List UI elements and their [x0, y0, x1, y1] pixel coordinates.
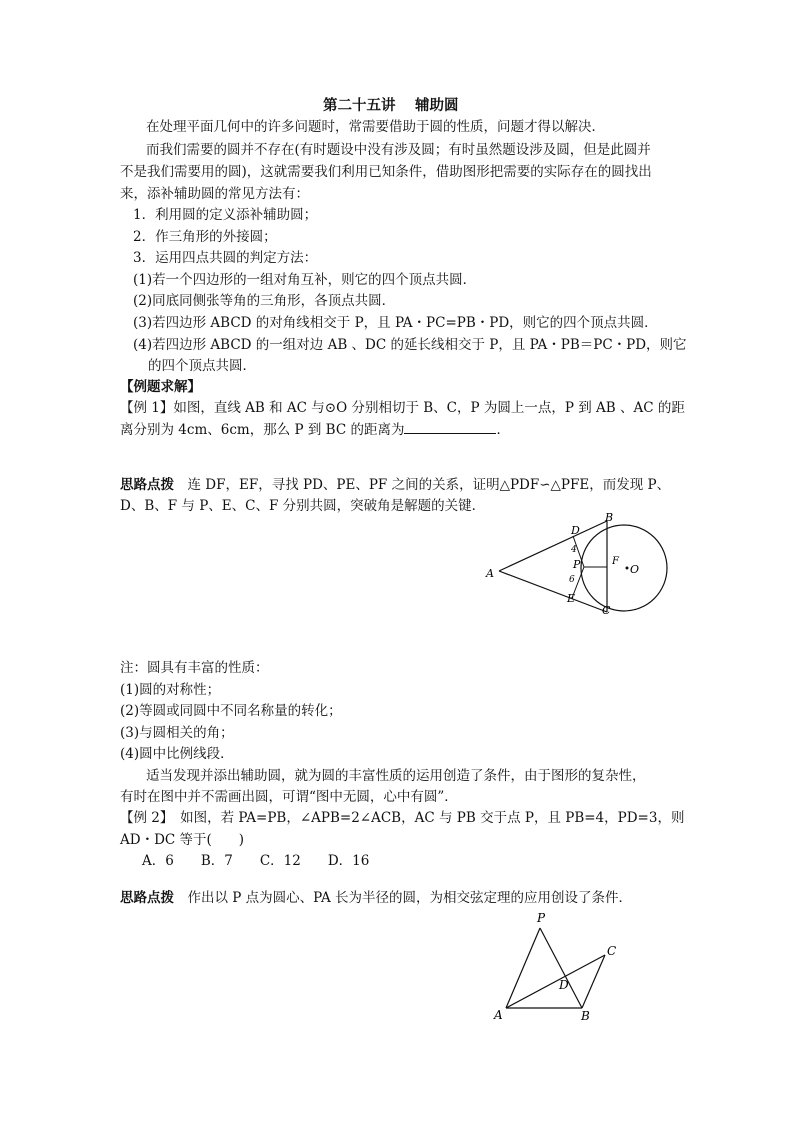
label-o: O [630, 563, 640, 576]
label-a2: A [494, 1008, 503, 1022]
example1-figure [480, 510, 680, 620]
tangent-ac [499, 571, 607, 612]
example1-line-1: 【例 1】如图，直线 AB 和 AC 与⊙O 分别相切于 B、C，P 为圆上一点，P 到 AB 、AC 的距 [120, 400, 685, 416]
label-p2: P [537, 911, 546, 925]
method-item-2: 2．作三角形的外接圆； [133, 229, 277, 245]
label-f: F [612, 556, 619, 567]
hint-label: 思路点拨 [120, 477, 174, 493]
intro-line-1: 在处理平面几何中的许多问题时，常需要借助于圆的性质，问题才得以解决． [146, 119, 605, 135]
note-item-3: (3)与圆相关的角； [120, 725, 234, 741]
example1-line-2: 离分别为 4cm、6cm，那么 P 到 BC 的距离为 ． [120, 422, 510, 438]
segment-pa [506, 928, 540, 1008]
criterion-2: (2)同底同侧张等角的三角形，各顶点共圆． [133, 293, 396, 309]
center-dot [626, 567, 629, 570]
example2-figure [490, 905, 630, 1025]
intro-line-4: 来，添补辅助圆的常见方法有： [120, 186, 309, 202]
section-header: 【例题求解】 [120, 379, 201, 395]
example2-hint: 思路点拨 作出以 P 点为圆心、PA 长为半径的圆，为相交弦定理的应用创设了条件． [120, 890, 633, 906]
method-item-1: 1．利用圆的定义添补辅助圆； [133, 207, 318, 223]
label-6: 6 [569, 575, 575, 585]
circle-o [581, 525, 667, 611]
label-e: E [567, 592, 576, 605]
example2-line-2: AD・DC 等于( ) [120, 832, 245, 848]
label-b2: B [581, 1009, 590, 1023]
segment-ac [506, 955, 605, 1008]
note-heading: 注：圆具有丰富的性质： [120, 660, 269, 676]
example1-hint-1: 思路点拨 连 DF，EF，寻找 PD、PE、PF 之间的关系，证明△PDF∽△PFE，而发现 P、 [120, 477, 671, 493]
answer-blank [404, 421, 496, 434]
label-a: A [486, 567, 494, 580]
hint-label-2: 思路点拨 [120, 890, 174, 906]
label-4: 4 [571, 545, 577, 555]
page-title: 第二十五讲 辅助圆 [323, 97, 459, 114]
label-c: C [602, 604, 611, 617]
note-para-1: 适当发现并添出辅助圆，就为圆的丰富性质的运用创造了条件，由于图形的复杂性， [146, 768, 646, 784]
segment-bc [582, 955, 605, 1008]
method-item-3: 3．运用四点共圆的判定方法： [133, 250, 318, 266]
example2-line-1: 【例 2】 如图，若 PA=PB，∠APB=2∠ACB，AC 与 PB 交于点 P，且 PB=4，PD=3，则 [120, 810, 685, 826]
example2-options: A．6 B．7 C．12 D．16 [142, 853, 370, 869]
criterion-4: (4)若四边形 ABCD 的一组对边 AB 、DC 的延长线相交于 P，且 PA・PB＝PC・PD，则它 [133, 337, 687, 353]
note-para-2: 有时在图中并不需画出圆，可谓“图中无圆，心中有圆”． [120, 789, 458, 805]
intro-line-2: 而我们需要的圆并不存在(有时题设中没有涉及圆；有时虽然题设涉及圆，但是此圆并 [146, 142, 651, 158]
intro-line-3: 不是我们需要用的圆)，这就需要我们利用已知条件，借助图形把需要的实际存在的圆找出 [120, 164, 652, 180]
note-item-4: (4)圆中比例线段． [120, 746, 234, 762]
label-d2: D [559, 978, 569, 992]
example1-hint-2: D、B、F 与 P、E、C、F 分别共圆，突破角是解题的关键． [120, 498, 486, 514]
note-item-1: (1)圆的对称性； [120, 682, 221, 698]
label-p: P [573, 558, 581, 571]
note-item-2: (2)等圆或同圆中不同名称量的转化； [120, 703, 342, 719]
tangent-ab [499, 521, 607, 571]
label-b: B [605, 511, 614, 524]
label-c2: C [607, 944, 617, 958]
criterion-4-cont: 的四个顶点共圆． [148, 358, 256, 374]
label-d: D [571, 524, 580, 537]
criterion-1: (1)若一个四边形的一组对角互补，则它的四个顶点共圆． [133, 272, 477, 288]
segment-pb [540, 928, 582, 1008]
criterion-3: (3)若四边形 ABCD 的对角线相交于 P，且 PA・PC=PB・PD，则它的四个顶点共圆． [133, 315, 658, 331]
